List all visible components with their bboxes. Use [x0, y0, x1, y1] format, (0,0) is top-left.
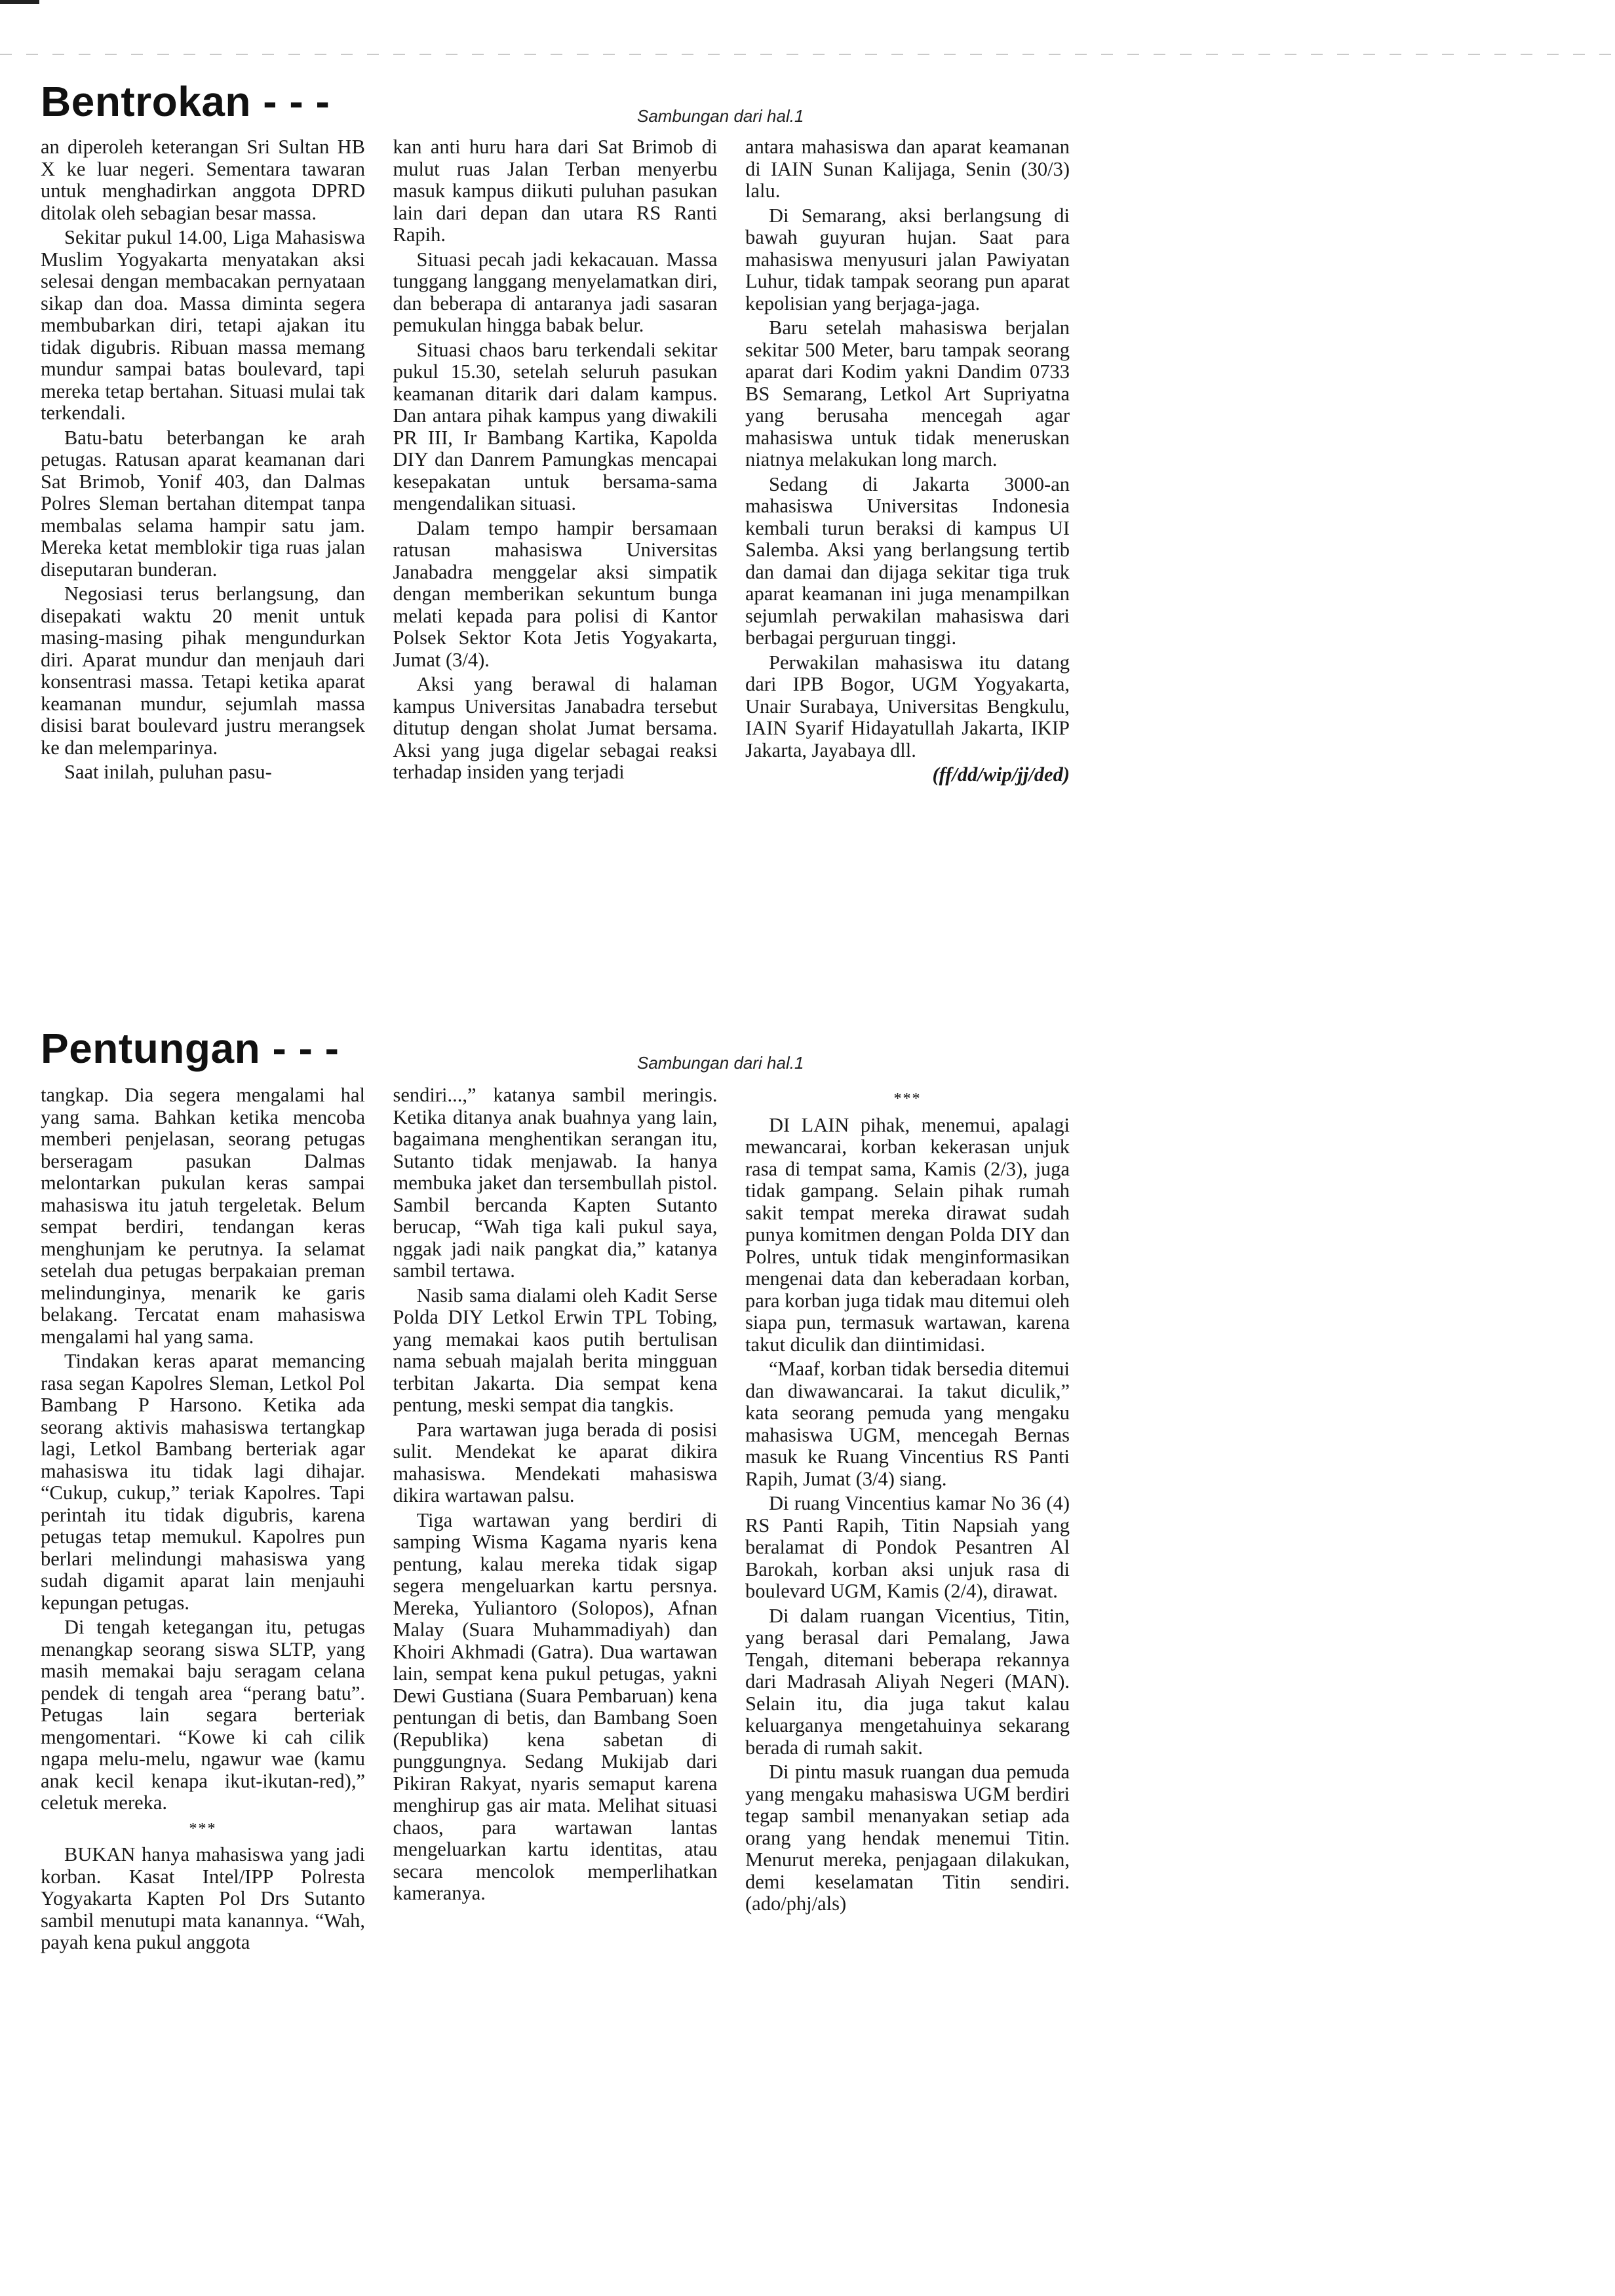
paragraph: an diperoleh keterangan Sri Sultan HB X ke luar negeri. Sementara tawaran untuk menghadirkan anggota DPRD ditolak oleh sebagian besar massa.: [41, 136, 365, 224]
paragraph: Para wartawan juga berada di posisi sulit. Mendekat ke aparat dikira mahasiswa. Mendekati mahasiswa dikira wartawan palsu.: [393, 1418, 718, 1506]
column-3: [745, 136, 1070, 789]
paragraph: antara mahasiswa dan aparat keamanan di IAIN Sunan Kalijaga, Senin (30/3) lalu.: [745, 136, 1070, 202]
paragraph: sendiri...,” katanya sambil meringis. Ketika ditanya anak buahnya yang lain, bagaimana menghentikan serangan itu, Sutanto tidak menjawab. Ia hanya membuka jaket dan tersembullah pistol. Sambil bercanda Kapten Sutanto berucap, “Wah tiga kali pukul saya, nggak jadi naik pangkat dia,” katanya sambil tertawa.: [393, 1084, 718, 1282]
paragraph: DI LAIN pihak, menemui, apalagi mewancarai, korban kekerasan unjuk rasa di tempat sama, Kamis (2/3), juga tidak gampang. Selain pihak rumah sakit tempat mereka dirawat sudah punya komitmen dengan Polda DIY dan Polres, untuk tidak menginformasikan mengenai data dan keberadaan korban, para korban juga tidak mau ditemui oleh siapa pun, termasuk wartawan, karena takut diculik dan diintimidasi.: [745, 1113, 1070, 1356]
article-columns: [41, 136, 1070, 789]
paragraph: Negosiasi terus berlangsung, dan disepakati waktu 20 menit untuk masing-masing pihak mengundurkan diri. Aparat mundur dan menjauh dari konsentrasi massa. Tetapi ketika aparat keamanan mundur, sejumlah massa disisi barat boulevard justru merangsek ke dan melemparinya.: [41, 583, 365, 759]
paragraph: tangkap. Dia segera mengalami hal yang sama. Bahkan ketika mencoba memberi penjelasan, seorang petugas berseragam pasukan Dalmas melontarkan pukulan keras sampai mahasiswa itu jatuh tergeletak. Belum sempat berdiri, tendangan keras menghunjam ke perutnya. Ia selamat setelah dua petugas berpakaian preman melindunginya, menarik ke garis belakang. Tercatat enam mahasiswa mengalami hal yang sama.: [41, 1084, 365, 1348]
headline: Pentungan - - -: [41, 1025, 340, 1072]
paragraph: Sedang di Jakarta 3000-an mahasiswa Universitas Indonesia kembali turun beraksi di kampus UI Salemba. Aksi yang berlangsung tertib dan damai dan dijaga sekitar tiga truk aparat keamanan ini juga menampilkan sejumlah perwakilan mahasiswa dari berbagai perguruan tinggi.: [745, 472, 1070, 649]
paragraph: Di Semarang, aksi berlangsung di bawah guyuran hujan. Saat para mahasiswa menyusuri jalan Pawiyatan Luhur, tidak tampak seorang pun aparat kepolisian yang berjaga-jaga.: [745, 204, 1070, 315]
paragraph: Baru setelah mahasiswa berjalan sekitar 500 Meter, baru tampak seorang aparat dari Kodim yakni Dandim 0733 BS Semarang, Letkol Art Supriyatna yang berusaha mencegah agar mahasiswa untuk tidak meneruskan niatnya melakukan long march.: [745, 316, 1070, 470]
paragraph: Di dalam ruangan Vicentius, Titin, yang berasal dari Pemalang, Jawa Tengah, ditemani beberapa rekannya dari Madrasah Aliyah Negeri (MAN). Selain itu, dia juga takut kalau keluarganya mengetahuinya sekarang berada di rumah sakit.: [745, 1604, 1070, 1759]
paragraph: Di pintu masuk ruangan dua pemuda yang mengaku mahasiswa UGM berdiri tegap sambil menanyakan setiap ada orang yang hendak menemui Titin. Menurut mereka, penjagaan dilakukan, demi keselamatan Titin sendiri. (ado/phj/als): [745, 1761, 1070, 1915]
paragraph: Perwakilan mahasiswa itu datang dari IPB Bogor, UGM Yogyakarta, Unair Surabaya, Universitas Bengkulu, IAIN Syarif Hidayatullah Jakarta, IKIP Jakarta, Jayabaya dll.: [745, 651, 1070, 761]
paragraph: kan anti huru hara dari Sat Brimob di mulut ruas Jalan Terban menyerbu masuk kampus diikuti puluhan pasukan lain dari depan dan utara RS Ranti Rapih.: [393, 136, 718, 246]
paragraph: Tindakan keras aparat memancing rasa segan Kapolres Sleman, Letkol Pol Bambang P Harsono. Ketika ada seorang aktivis mahasiswa tertangkap lagi, Letkol Bambang berteriak agar mahasiswa itu tidak lagi dihajar. “Cukup, cukup,” teriak Kapolres. Tapi perintah itu tidak digubris, karena petugas tetap memukul. Kapolres pun berlari melindungi mahasiswa yang sudah digamit aparat lain menjauhi kepungan petugas.: [41, 1350, 365, 1614]
scan-artifact-line: [0, 54, 1615, 55]
author-credit: (ff/dd/wip/jj/ded): [932, 763, 1070, 786]
headline: Bentrokan - - -: [41, 78, 330, 125]
column-2: [393, 136, 718, 789]
article-bentrokan: [41, 72, 1070, 1003]
continuation-note: Sambungan dari hal.1: [637, 106, 804, 126]
paragraph: “Maaf, korban tidak bersedia ditemui dan diwawancarai. Ia takut diculik,” kata seorang pemuda yang mengaku mahasiswa UGM, mencegah Bernas masuk ke Ruang Vincentius RS Panti Rapih, Jumat (3/4) siang.: [745, 1358, 1070, 1490]
paragraph: Dalam tempo hampir bersamaan ratusan mahasiswa Universitas Janabadra menggelar aksi simpatik dengan memberikan sekuntum bunga melati kepada para polisi di Kantor Polsek Sektor Kota Jetis Yogyakarta, Jumat (3/4).: [393, 516, 718, 671]
section-separator: ***: [893, 1090, 922, 1107]
paragraph: Di ruang Vincentius kamar No 36 (4) RS Panti Rapih, Titin Napsiah yang beralamat di Pondok Pesantren Al Barokah, korban aksi unjuk rasa di boulevard UGM, Kamis (2/4), dirawat.: [745, 1492, 1070, 1602]
paragraph: Aksi yang berawal di halaman kampus Universitas Janabadra tersebut ditutup dengan sholat Jumat bersama. Aksi yang juga digelar sebagai reaksi terhadap insiden yang terjadi: [393, 673, 718, 783]
article-columns: [41, 1084, 1070, 1957]
column-2: [393, 1084, 718, 1957]
article-pentungan: [41, 1019, 1070, 2198]
column-1: [41, 136, 365, 789]
scan-edge-line: [0, 0, 1615, 4]
paragraph: Situasi chaos baru terkendali sekitar pukul 15.30, setelah seluruh pasukan keamanan ditarik dari dalam kampus. Dan antara pihak kampus yang diwakili PR III, Ir Bambang Kartika, Kapolda DIY dan Danrem Pamungkas mencapai kesepakatan untuk bersama-sama mengendalikan situasi.: [393, 338, 718, 514]
column-1: [41, 1084, 365, 1957]
paragraph: BUKAN hanya mahasiswa yang jadi korban. Kasat Intel/IPP Polresta Yogyakarta Kapten Pol Drs Sutanto sambil menutupi mata kanannya. “Wah, payah kena pukul anggota: [41, 1843, 365, 1953]
paragraph: Tiga wartawan yang berdiri di samping Wisma Kagama nyaris kena pentung, kalau mereka tidak sigap segera mengeluarkan kartu persnya. Mereka, Yuliantoro (Solopos), Afnan Malay (Suara Muhammadiyah) dan Khoiri Akhmadi (Gatra). Dua wartawan lain, sempat kena pukul petugas, yakni Dewi Gustiana (Suara Pembaruan) kena pentungan di betis, dan Bambang Soen (Republika) kena sabetan di punggungnya. Sedang Mukijab dari Pikiran Rakyat, nyaris semaput karena menghirup gas air mata. Melihat situasi chaos, para wartawan lantas mengeluarkan kartu identitas, atau secara mencolok memperlihatkan kameranya.: [393, 1508, 718, 1904]
paragraph: Di tengah ketegangan itu, petugas menangkap seorang siswa SLTP, yang masih memakai baju seragam celana pendek di tengah area “perang batu”. Petugas lain segara berteriak mengomentari. “Kowe ki cah cilik ngapa melu-melu, ngawur wae (kamu anak kecil kenapa ikut-ikutan-red),” celetuk mereka.: [41, 1616, 365, 1814]
paragraph: Batu-batu beterbangan ke arah petugas. Ratusan aparat keamanan dari Sat Brimob, Yonif 403, dan Dalmas Polres Sleman bertahan ditempat tanpa membalas selama hampir satu jam. Mereka ketat memblokir tiga ruas jalan diseputaran bunderan.: [41, 426, 365, 581]
continuation-note: Sambungan dari hal.1: [637, 1053, 804, 1073]
paragraph: Nasib sama dialami oleh Kadit Serse Polda DIY Letkol Erwin TPL Tobing, yang memakai kaos putih bertulisan nama sebuah majalah berita mingguan terbitan Jakarta. Dia sempat kena pentung, meski sempat dia tangkis.: [393, 1284, 718, 1416]
section-separator: ***: [189, 1820, 217, 1837]
column-3: [745, 1084, 1070, 1957]
paragraph: Situasi pecah jadi kekacauan. Massa tunggang langgang menyelamatkan diri, dan beberapa di antaranya jadi sasaran pemukulan hingga babak belur.: [393, 248, 718, 336]
paragraph: Saat inilah, puluhan pasu-: [64, 761, 272, 783]
paragraph: Sekitar pukul 14.00, Liga Mahasiswa Muslim Yogyakarta menyatakan aksi selesai dengan membacakan pernyataan sikap dan doa. Massa diminta segera membubarkan diri, tetapi ajakan itu tidak digubris. Ribuan massa memang mundur sampai batas boulevard, tapi mereka tetap bertahan. Situasi mulai tak terkendali.: [41, 226, 365, 424]
